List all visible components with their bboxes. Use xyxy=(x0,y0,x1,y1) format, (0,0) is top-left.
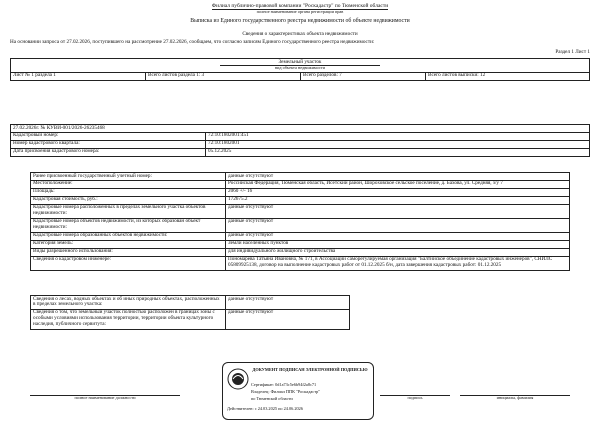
stamp-title: ДОКУМЕНТ ПОДПИСАН ЭЛЕКТРОННОЙ ПОДПИСЬЮ xyxy=(252,367,368,372)
table-row xyxy=(11,132,590,140)
row-value: данные отсутствуют xyxy=(226,232,570,240)
row-value: данные отсутствуют xyxy=(226,309,350,329)
intro-text: На основании запроса от 27.02.2026, поступившего на рассмотрение 27.02.2026, сообщаем, что согласно записям Единого государственного реестра недвижимости: xyxy=(10,39,375,45)
position-caption: полное наименование должности xyxy=(74,395,136,400)
org-caption: полное наименование органа регистрации прав xyxy=(256,9,344,14)
row-label: Кадастровая стоимость, руб.: xyxy=(31,196,226,204)
object-type-table xyxy=(10,58,590,81)
stamp-line: по Тюменской области xyxy=(251,396,293,401)
row-value: 2060 +/- 16 xyxy=(226,188,570,196)
table-row xyxy=(31,296,350,310)
object-type-caption: вид объекта недвижимости xyxy=(220,65,380,71)
total-sections: Всего разделов: 7 xyxy=(301,72,426,80)
table-row xyxy=(31,309,350,329)
table-row xyxy=(31,232,570,240)
row-value: 172675.2 xyxy=(226,196,570,204)
row-value: для индивидуального жилищного строительства xyxy=(226,248,570,256)
stamp-line: Действителен: с 24.03.2025 по 24.06.2026 xyxy=(227,406,303,411)
e-signature-stamp xyxy=(222,362,374,420)
position-line xyxy=(30,395,180,401)
signature-line xyxy=(380,395,450,401)
table-row xyxy=(31,240,570,248)
row-label: Виды разрешенного использования: xyxy=(31,248,226,256)
document-title: Выписка из Единого государственного реестра недвижимости об объекте недвижимости xyxy=(190,18,410,24)
row-label: Сведения о лесах, водных объектах и об иных природных объектах, расположенных в пределах земельного участка: xyxy=(31,296,226,310)
table-row xyxy=(31,248,570,256)
table-row xyxy=(31,180,570,188)
row-label: Площадь: xyxy=(31,188,226,196)
row-label: Ранее присвоенный государственный учетный номер: xyxy=(31,173,226,181)
name-caption: инициалы, фамилия xyxy=(496,395,534,400)
object-type-cell xyxy=(11,59,590,73)
signature-caption: подпись xyxy=(407,395,423,400)
row-value: 05.12.2025 xyxy=(206,148,590,156)
name-line xyxy=(460,395,570,401)
row-value: Земли населенных пунктов xyxy=(226,240,570,248)
row-label: Категория земель: xyxy=(31,240,226,248)
row-value: данные отсутствуют xyxy=(226,296,350,310)
stamp-line: Владелец: Филиал ППК "Роскадастр" xyxy=(251,389,321,394)
row-label: Кадастровые номера расположенных в пределах земельного участка объектов недвижимости: xyxy=(31,204,226,218)
document-number: 27.02.2026г. № КУВИ-001/2026-26235468 xyxy=(11,125,590,133)
emblem-icon xyxy=(227,368,249,390)
row-value: данные отсутствуют xyxy=(226,218,570,232)
org-line: Филиал публично-правовой компании "Роскадастр" по Тюменской области xyxy=(211,3,389,9)
details-table-2 xyxy=(30,295,350,330)
object-type: Земельный участок xyxy=(278,58,322,65)
row-label: Кадастровый номер: xyxy=(11,132,206,140)
row-value: данные отсутствуют xyxy=(226,204,570,218)
row-label: Местоположение: xyxy=(31,180,226,188)
row-label: Кадастровые номера образованных объектов недвижимости: xyxy=(31,232,226,240)
table-row xyxy=(31,188,570,196)
row-label: Номер кадастрового квартала: xyxy=(11,140,206,148)
section-ref: Раздел 1 Лист 1 xyxy=(555,49,590,55)
total-sheets-section: Всего листов раздела 1: 3 xyxy=(146,72,301,80)
row-value: 72:10:1802001:451 xyxy=(206,132,590,140)
main-info-table xyxy=(10,124,590,157)
table-row xyxy=(31,218,570,232)
row-value: 72:10:1802001 xyxy=(206,140,590,148)
row-label: Кадастровые номера объектов недвижимости, из которых образован объект недвижимости: xyxy=(31,218,226,232)
row-label: Дата присвоения кадастрового номера: xyxy=(11,148,206,156)
row-value: данные отсутствуют xyxy=(226,173,570,181)
row-label: Сведения о кадастровом инженере: xyxy=(31,256,226,270)
row-label: Сведения о том, что земельный участок полностью расположен в границах зоны с особыми условиями использования территории, территории объекта культурного наследия, публичного сервитута: xyxy=(31,309,226,329)
stamp-line: Сертификат: 0d1a73c5e6b94f2a8c71 xyxy=(251,382,317,387)
table-row xyxy=(11,148,590,156)
details-table xyxy=(30,172,570,271)
sheet-number: Лист № 1 раздела 1 xyxy=(11,72,146,80)
row-value: Пономарева Татьяна Ивановна, № 171, в Ассоциации саморегулируемая организация "Балтийское объединение кадастровых инженеров", СНИЛС 05809925138, договор на выполнение кадастровых работ от 01.12.2025 б/н, дата завершения кадастровых работ: 01.12.2025 xyxy=(226,256,570,270)
row-value: Российская Федерация, Тюменская область, Исетский район, Шороховское сельское поселение, д. Бахова, ул. Средняя, з/у 7 xyxy=(226,180,570,188)
total-sheets-extract: Всего листов выписки: 12 xyxy=(426,72,590,80)
table-row xyxy=(31,256,570,270)
table-row xyxy=(31,204,570,218)
document-subtitle: Сведения о характеристиках объекта недвижимости xyxy=(242,31,358,37)
table-row xyxy=(11,140,590,148)
